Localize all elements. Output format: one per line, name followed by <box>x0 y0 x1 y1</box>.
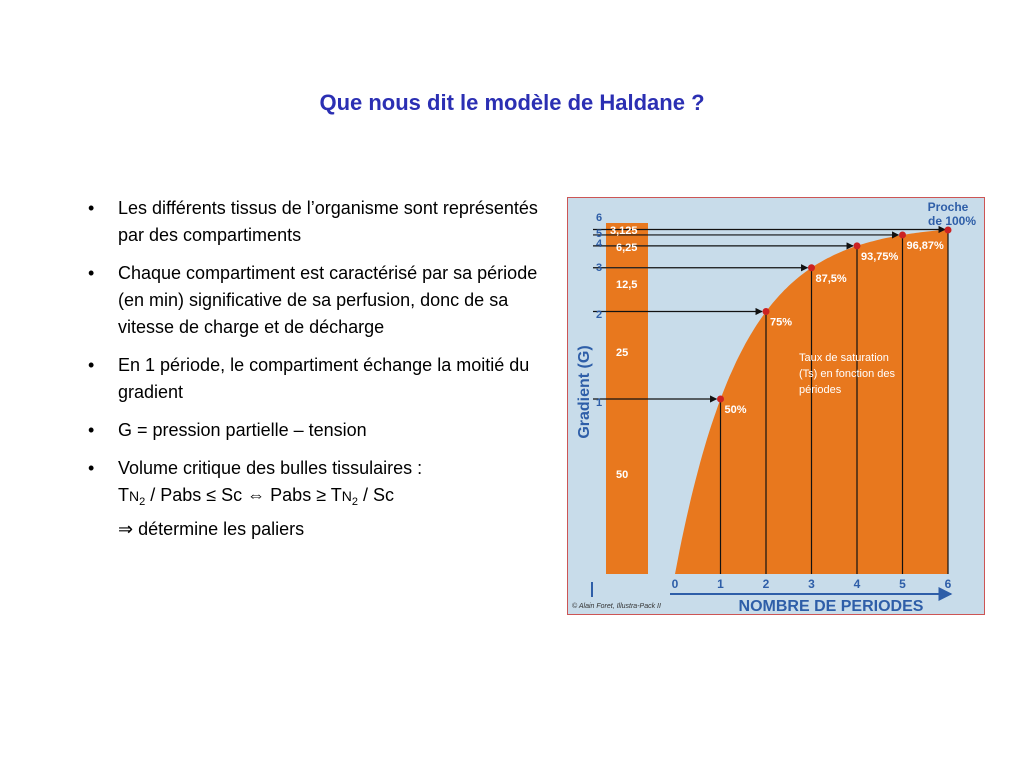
y-tick-label: 2 <box>595 309 603 321</box>
bullet-dot: • <box>88 198 95 218</box>
y-tick-label: 1 <box>595 397 603 409</box>
copyright-text: © Alain Foret, Illustra-Pack II <box>572 603 661 610</box>
point-label: 75% <box>770 316 793 329</box>
formula-mid: / Pabs ≤ Sc ⇔ Pabs ≥ <box>145 485 331 505</box>
y-tick-label: 4 <box>595 238 603 250</box>
bullet-dot: • <box>88 420 95 440</box>
point-label: 96,87% <box>906 239 944 252</box>
bullet-dot: • <box>88 263 95 283</box>
bullet-dot: • <box>88 458 95 478</box>
formula-n1: N <box>129 488 140 504</box>
bullet-text: Volume critique des bulles tissulaires : <box>118 458 423 478</box>
bullet-text: Les différents tissus de l’organisme sont représentés par des compartiments <box>118 198 538 245</box>
x-tick-label: 6 <box>944 577 952 591</box>
x-tick-label: 1 <box>717 577 724 591</box>
saturation-point <box>854 242 861 249</box>
y-tick-label: 3 <box>595 262 603 274</box>
formula-sub1: 2 <box>139 496 146 508</box>
formula-n2: N <box>341 488 352 504</box>
formula-end: / Sc <box>358 485 395 505</box>
bullet-item <box>88 260 548 341</box>
formula-t2: T <box>330 485 342 505</box>
x-tick-label: 3 <box>808 577 815 591</box>
y-axis-title: Gradient (G) <box>576 345 593 439</box>
bullet-item <box>88 352 548 406</box>
bullet-item <box>88 417 548 444</box>
caption-line2: (Ts) en fonction des <box>799 368 895 380</box>
formula-sub2: 2 <box>351 496 359 508</box>
bar-value-label: 12,5 <box>616 279 638 291</box>
point-label: 50% <box>724 404 747 416</box>
x-tick-label: 0 <box>671 577 679 591</box>
bar-value-label: 6,25 <box>616 242 638 254</box>
bullet-item <box>88 455 548 543</box>
bullet-text: En 1 période, le compartiment échange la moitié du gradient <box>118 355 530 402</box>
caption-line3: périodes <box>799 384 842 396</box>
bullet-text: Chaque compartiment est caractérisé par sa période (en min) significative de sa perfusion, donc de sa vitesse de charge et de décharge <box>118 263 538 337</box>
saturation-point <box>899 231 906 238</box>
saturation-point <box>763 308 770 315</box>
bar-value-label: 3,125 <box>610 225 638 237</box>
haldane-figure <box>567 197 985 615</box>
formula-conclusion: ⇒ détermine les paliers <box>118 519 305 539</box>
y-tick-label: 6 <box>595 212 603 224</box>
saturation-point <box>717 396 724 403</box>
bar-value-label: 50 <box>616 469 629 481</box>
top-label-line2: de 100% <box>927 214 977 228</box>
caption-line1: Taux de saturation <box>799 352 889 364</box>
point-label: 87,5% <box>815 272 847 285</box>
bullet-dot: • <box>88 355 95 375</box>
saturation-point <box>808 264 815 271</box>
bar-value-label: 25 <box>616 347 629 359</box>
x-axis-title: NOMBRE DE PERIODES <box>738 598 924 615</box>
bullet-item <box>88 195 548 249</box>
bullet-list <box>88 195 548 554</box>
x-tick-label: 4 <box>853 577 861 591</box>
top-label-line1: Proche <box>927 200 969 214</box>
slide-title: Que nous dit le modèle de Haldane ? <box>319 90 705 115</box>
point-label: 93,75% <box>861 250 899 263</box>
formula-t1: T <box>118 485 129 505</box>
x-tick-label: 2 <box>762 577 770 591</box>
y-tick-label: 5 <box>595 228 603 240</box>
x-tick-label: 5 <box>899 577 906 591</box>
bullet-text: G = pression partielle – tension <box>118 420 367 440</box>
